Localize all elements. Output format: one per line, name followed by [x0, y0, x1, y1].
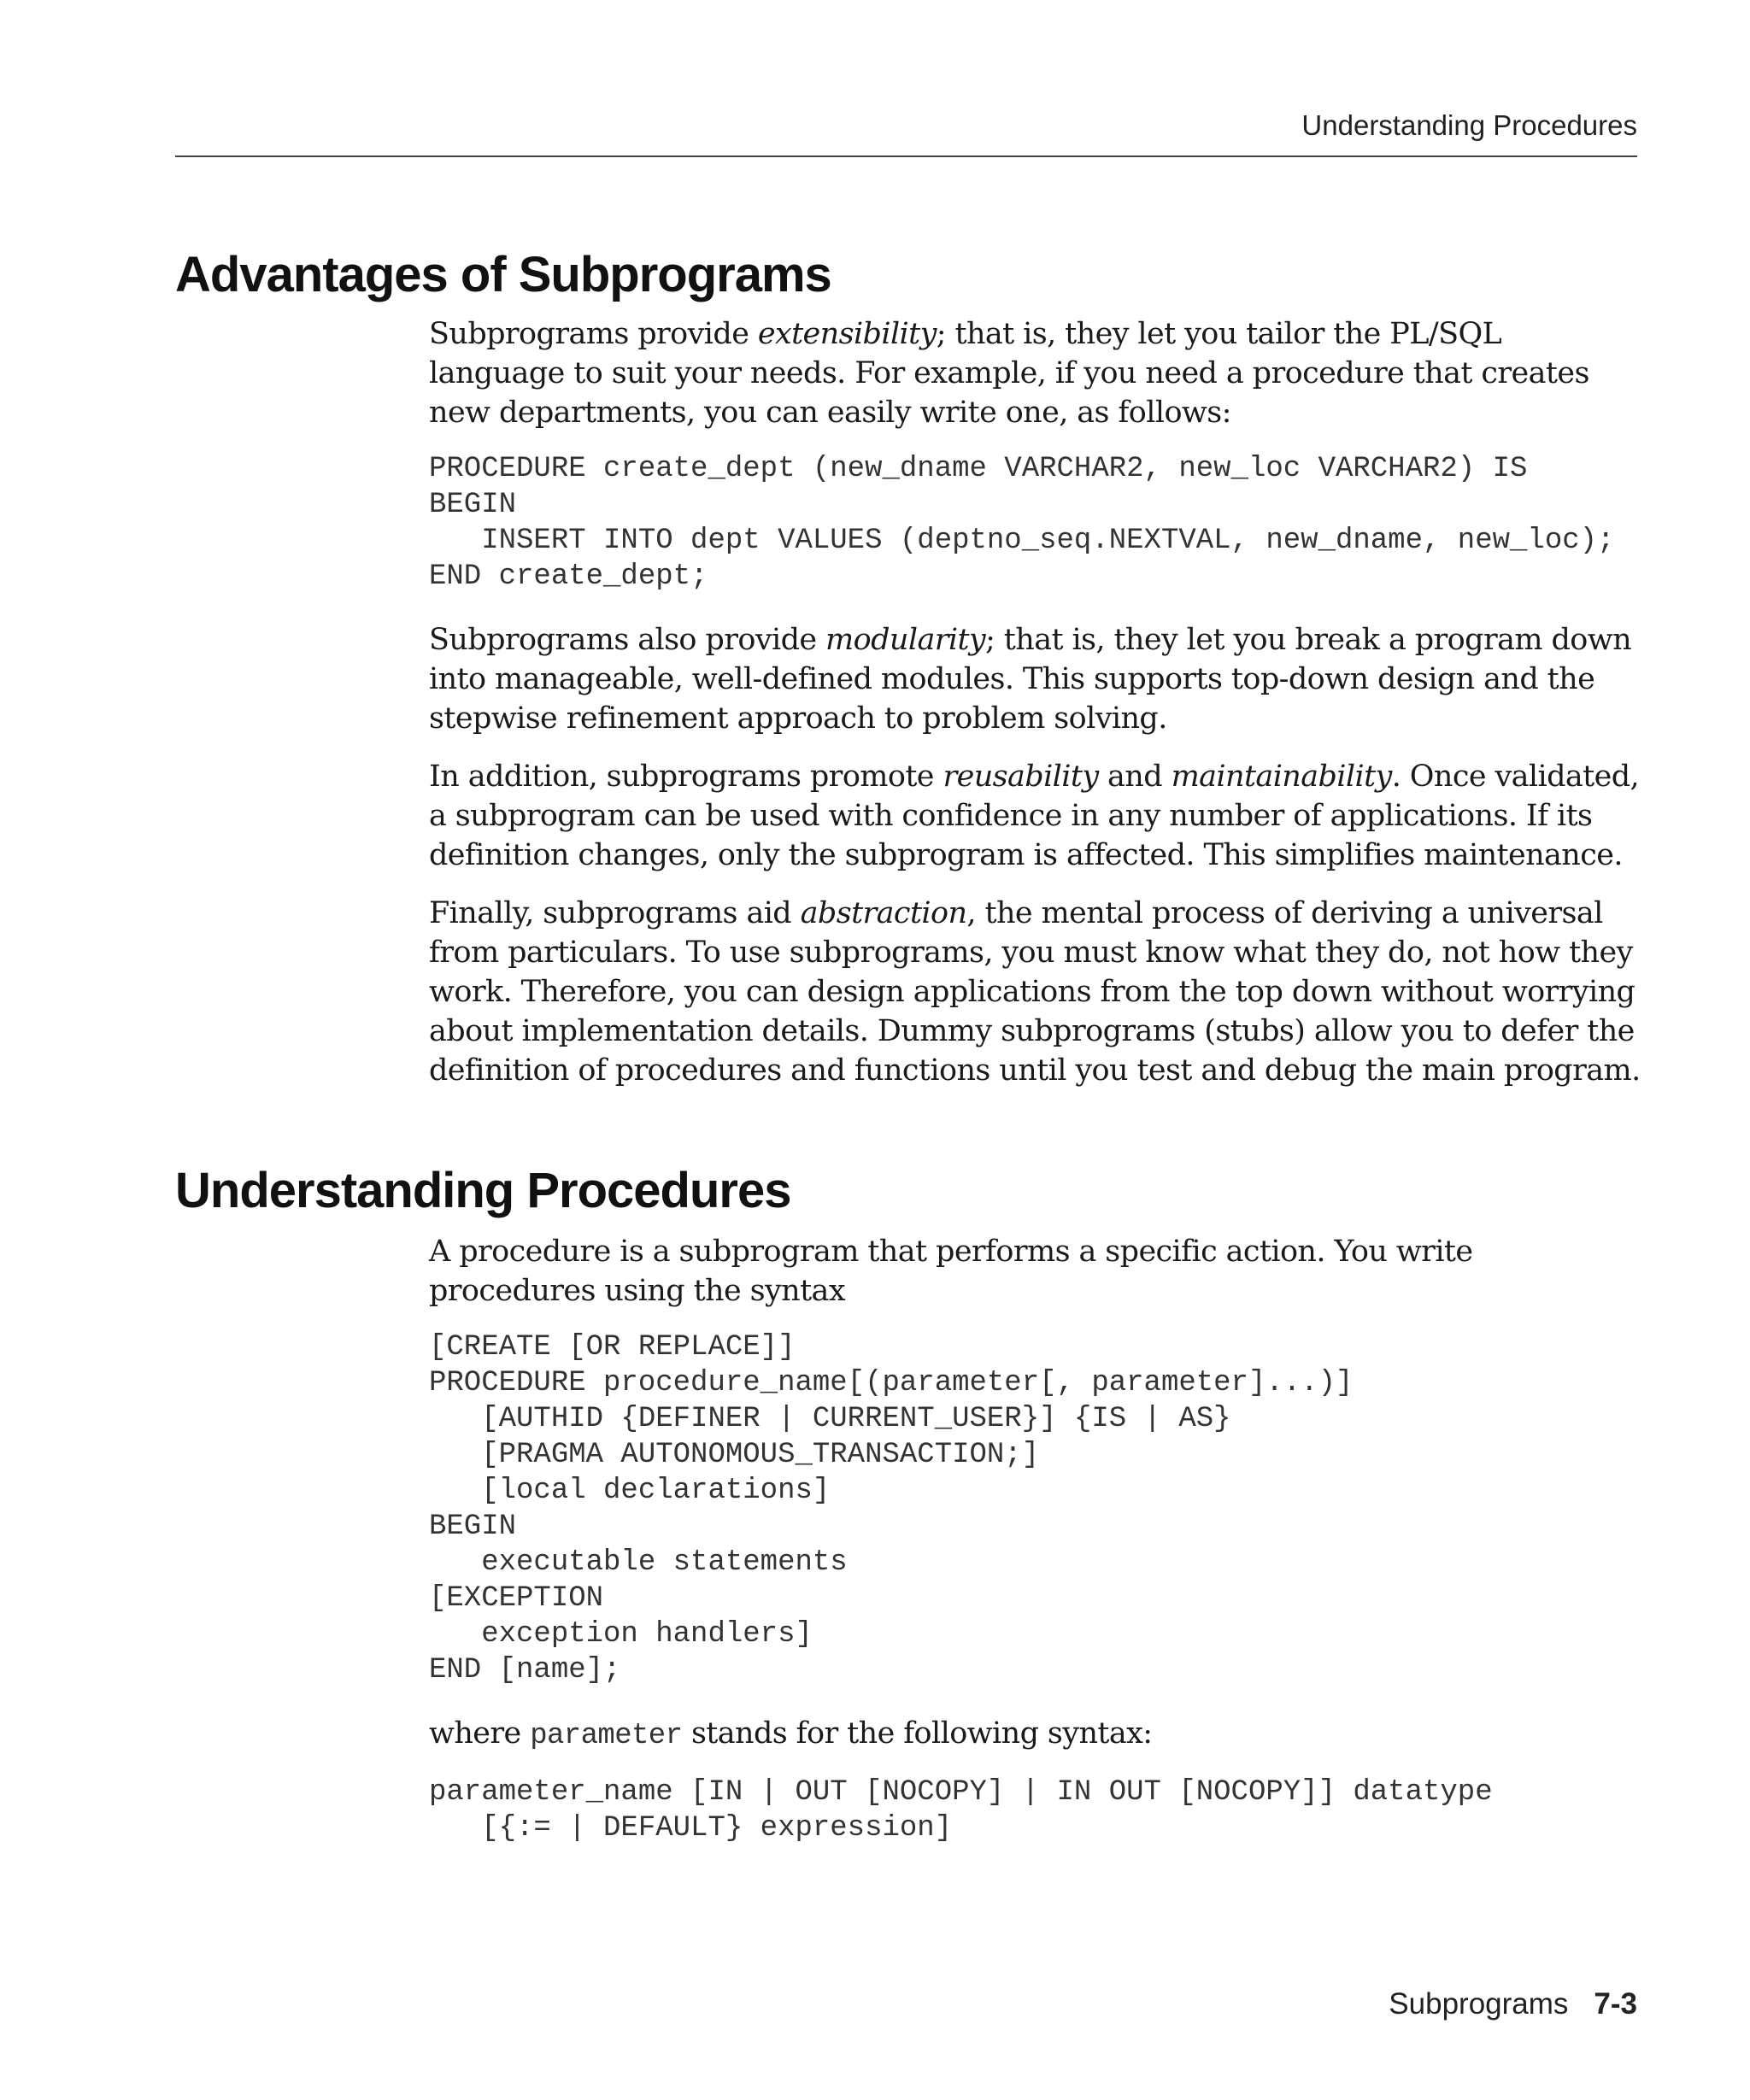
text-run: where	[429, 1716, 531, 1751]
emphasis-term: modularity	[825, 623, 986, 657]
emphasis-term: maintainability	[1171, 760, 1392, 794]
section-title-understanding-procedures: Understanding Procedures	[175, 1163, 791, 1218]
section-advantages-body	[429, 314, 1642, 1109]
paragraph-modularity	[429, 620, 1642, 738]
section-title-advantages: Advantages of Subprograms	[175, 247, 831, 302]
emphasis-term: reusability	[943, 760, 1099, 794]
text-run: Subprograms provide	[429, 317, 758, 351]
code-procedure-syntax: [CREATE [OR REPLACE]] PROCEDURE procedure_name[(parameter[, parameter]...)] [AUTHID {DEFINER | CURRENT_USER}] {IS | AS} [PRAGMA AUTONOMOUS_TRANSACTION;] [local declarations] BEGIN executable statements [EXCEPTION exception handlers] END [name];	[429, 1331, 1354, 1686]
page-footer	[1389, 1987, 1637, 2021]
code-example-create-dept: PROCEDURE create_dept (new_dname VARCHAR2, new_loc VARCHAR2) IS BEGIN INSERT INTO dept VALUES (deptno_seq.NEXTVAL, new_dname, new_loc); END create_dept;	[429, 453, 1615, 593]
paragraph-procedure-definition: A procedure is a subprogram that performs a specific action. You write procedures using the syntax	[429, 1235, 1473, 1308]
paragraph-reusability	[429, 757, 1642, 875]
paragraph-parameter-intro	[429, 1714, 1642, 1756]
header-rule	[175, 155, 1637, 157]
emphasis-term: extensibility	[757, 317, 937, 351]
code-parameter-syntax: parameter_name [IN | OUT [NOCOPY] | IN OUT [NOCOPY]] datatype [{:= | DEFAULT} expression]	[429, 1776, 1493, 1845]
running-head: Understanding Procedures	[1301, 109, 1637, 141]
text-run: Subprograms also provide	[429, 623, 826, 657]
text-run: ; that is, they let you break a program down into manageable, well-defined modules. This supports top-down design and the stepwise refinement approach to problem solving.	[429, 623, 1632, 736]
text-run: , the mental process of deriving a universal from particulars. To use subprograms, you must know what they do, not how they work. Therefore, you can design applications from the top down without worrying about implementation details. Dummy subprograms (stubs) allow you to defer the definition of procedures and functions until you test and debug the main program.	[429, 896, 1641, 1088]
text-run: stands for the following syntax:	[682, 1716, 1153, 1751]
footer-chapter: Subprograms	[1389, 1987, 1569, 2021]
page-number: 7-3	[1594, 1987, 1637, 2021]
text-run: Finally, subprograms aid	[429, 896, 801, 930]
inline-code: parameter	[530, 1720, 683, 1752]
text-run: ; that is, they let you tailor the PL/SQL language to suit your needs. For example, if you need a procedure that creates new departments, you can easily write one, as follows:	[429, 317, 1589, 430]
text-run: and	[1098, 760, 1172, 794]
text-run: In addition, subprograms promote	[429, 760, 943, 794]
paragraph-extensibility	[429, 314, 1642, 432]
paragraph-abstraction	[429, 894, 1642, 1090]
section-procedures-body	[429, 1232, 1642, 1872]
emphasis-term: abstraction	[800, 896, 967, 930]
text-run: . Once validated, a subprogram can be used with confidence in any number of applications. If its definition changes, only the subprogram is affected. This simplifies maintenance.	[429, 760, 1640, 872]
